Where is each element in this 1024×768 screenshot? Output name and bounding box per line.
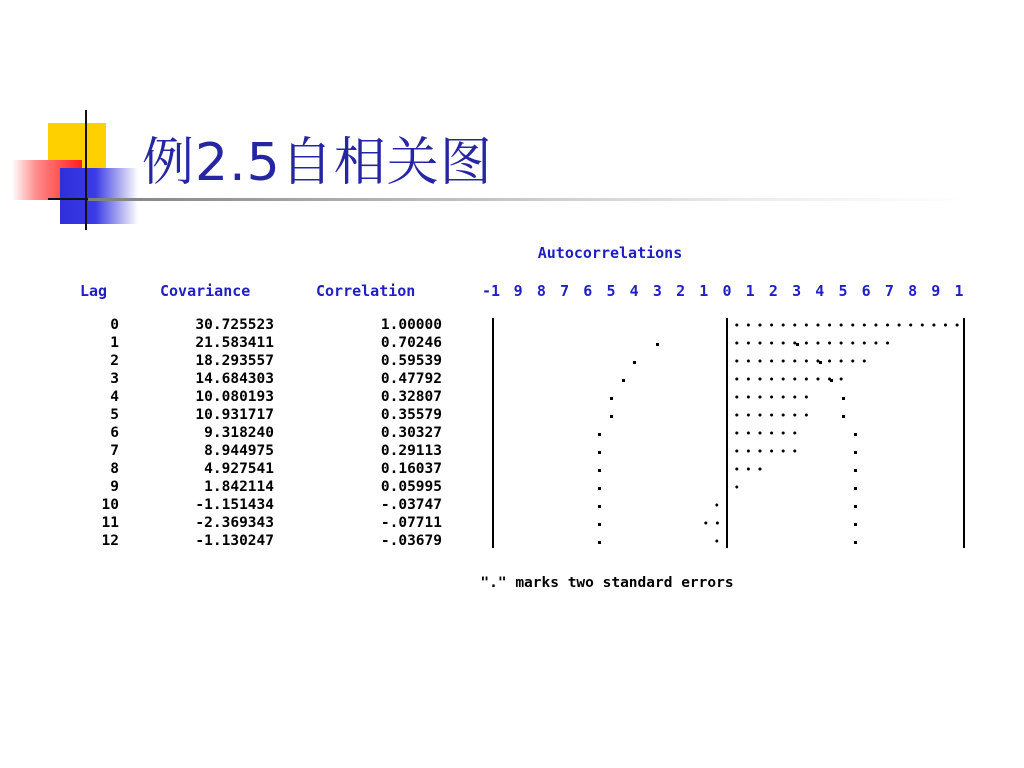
acf-row <box>0 460 1024 478</box>
std-error-mark-left <box>610 397 613 400</box>
std-error-mark-right <box>854 469 857 472</box>
scale-tick-label: 1 <box>954 282 964 300</box>
scale-tick-label: 8 <box>536 282 546 300</box>
std-error-mark-left <box>622 379 625 382</box>
acf-row <box>0 316 1024 334</box>
correlation-value: 0.30327 <box>380 425 442 441</box>
std-error-mark-right <box>854 451 857 454</box>
std-error-mark-left <box>656 343 659 346</box>
lag-value: 10 <box>101 497 119 513</box>
scale-tick-label: -1 <box>482 282 501 300</box>
correlation-bar <box>711 499 723 511</box>
correlation-bar <box>731 427 801 439</box>
lag-value: 11 <box>101 515 119 531</box>
scale-tick-label: 2 <box>768 282 778 300</box>
scale-tick-label: 6 <box>583 282 593 300</box>
covariance-value: -1.151434 <box>195 497 274 513</box>
correlation-value: 0.16037 <box>380 461 442 477</box>
covariance-value: 21.583411 <box>195 335 274 351</box>
scale-tick-label: 4 <box>629 282 639 300</box>
covariance-value: 8.944975 <box>204 443 274 459</box>
scale-tick-label: 1 <box>745 282 755 300</box>
scale-tick-label: 5 <box>606 282 616 300</box>
covariance-value: 1.842114 <box>204 479 274 495</box>
lag-value: 6 <box>110 425 119 441</box>
scale-tick-label: 7 <box>560 282 570 300</box>
std-error-mark-left <box>633 361 636 364</box>
scale-tick-label: 8 <box>908 282 918 300</box>
acf-row <box>0 352 1024 370</box>
covariance-value: 14.684303 <box>195 371 274 387</box>
scale-tick-label: 9 <box>931 282 941 300</box>
acf-row <box>0 532 1024 550</box>
std-error-mark-left <box>598 487 601 490</box>
correlation-value: 0.47792 <box>380 371 442 387</box>
correlation-bar <box>731 481 743 493</box>
slide-title: 例2.5自相关图 <box>142 133 493 193</box>
scale-tick-label: 6 <box>861 282 871 300</box>
correlation-bar <box>731 445 801 457</box>
correlation-value: 1.00000 <box>380 317 442 333</box>
scale-tick-label: 9 <box>513 282 523 300</box>
lag-value: 2 <box>110 353 119 369</box>
correlation-value: -.03747 <box>380 497 442 513</box>
correlation-value: 0.32807 <box>380 389 442 405</box>
covariance-value: 30.725523 <box>195 317 274 333</box>
std-error-mark-right <box>842 397 845 400</box>
title-underline <box>88 198 968 201</box>
covariance-value: 10.080193 <box>195 389 274 405</box>
correlation-value: 0.59539 <box>380 353 442 369</box>
correlation-bar <box>731 391 812 403</box>
covariance-value: 9.318240 <box>204 425 274 441</box>
std-error-mark-right <box>830 379 833 382</box>
acf-row <box>0 334 1024 352</box>
scale-tick-label: 0 <box>722 282 732 300</box>
lag-value: 9 <box>110 479 119 495</box>
scale-tick-label: 4 <box>815 282 825 300</box>
std-error-mark-left <box>598 433 601 436</box>
std-error-mark-right <box>854 487 857 490</box>
lag-value: 12 <box>101 533 119 549</box>
covariance-value: 10.931717 <box>195 407 274 423</box>
std-error-mark-right <box>819 361 822 364</box>
std-error-mark-left <box>598 541 601 544</box>
covariance-value: -1.130247 <box>195 533 274 549</box>
std-error-mark-right <box>796 343 799 346</box>
acf-row <box>0 388 1024 406</box>
logo-blue-bar <box>60 168 138 224</box>
footnote: "." marks two standard errors <box>480 575 734 591</box>
lag-value: 8 <box>110 461 119 477</box>
std-error-mark-left <box>598 469 601 472</box>
correlation-bar <box>700 517 723 529</box>
acf-row <box>0 478 1024 496</box>
std-error-mark-right <box>854 523 857 526</box>
correlation-bar <box>731 409 812 421</box>
lag-value: 1 <box>110 335 119 351</box>
std-error-mark-right <box>854 541 857 544</box>
correlation-scale-axis <box>0 282 1024 300</box>
covariance-column-header: Covariance <box>160 282 251 300</box>
correlation-bar <box>711 535 723 547</box>
correlation-value: 0.29113 <box>380 443 442 459</box>
correlation-bar <box>731 463 766 475</box>
std-error-mark-right <box>854 505 857 508</box>
scale-tick-label: 7 <box>884 282 894 300</box>
covariance-value: -2.369343 <box>195 515 274 531</box>
acf-row <box>0 514 1024 532</box>
acf-row <box>0 424 1024 442</box>
correlation-bar <box>731 355 870 367</box>
correlation-value: 0.05995 <box>380 479 442 495</box>
scale-tick-label: 1 <box>699 282 709 300</box>
covariance-value: 4.927541 <box>204 461 274 477</box>
correlation-value: 0.70246 <box>380 335 442 351</box>
covariance-value: 18.293557 <box>195 353 274 369</box>
std-error-mark-left <box>598 505 601 508</box>
lag-value: 3 <box>110 371 119 387</box>
scale-tick-label: 3 <box>792 282 802 300</box>
acf-row <box>0 442 1024 460</box>
lag-value: 0 <box>110 317 119 333</box>
acf-row <box>0 370 1024 388</box>
logo-vertical-line <box>85 110 87 230</box>
std-error-mark-right <box>854 433 857 436</box>
lag-column-header: Lag <box>80 282 108 300</box>
std-error-mark-left <box>610 415 613 418</box>
correlation-bar <box>731 337 893 349</box>
lag-value: 5 <box>110 407 119 423</box>
correlation-value: -.07711 <box>380 515 442 531</box>
lag-value: 4 <box>110 389 119 405</box>
acf-heading: Autocorrelations <box>537 244 683 262</box>
lag-value: 7 <box>110 443 119 459</box>
std-error-mark-left <box>598 451 601 454</box>
scale-tick-label: 2 <box>676 282 686 300</box>
correlation-value: 0.35579 <box>380 407 442 423</box>
scale-tick-label: 5 <box>838 282 848 300</box>
acf-row <box>0 406 1024 424</box>
scale-tick-label: 3 <box>652 282 662 300</box>
std-error-mark-left <box>598 523 601 526</box>
correlation-column-header: Correlation <box>316 282 416 300</box>
std-error-mark-right <box>842 415 845 418</box>
correlation-value: -.03679 <box>380 533 442 549</box>
acf-row <box>0 496 1024 514</box>
correlation-bar <box>731 319 963 331</box>
